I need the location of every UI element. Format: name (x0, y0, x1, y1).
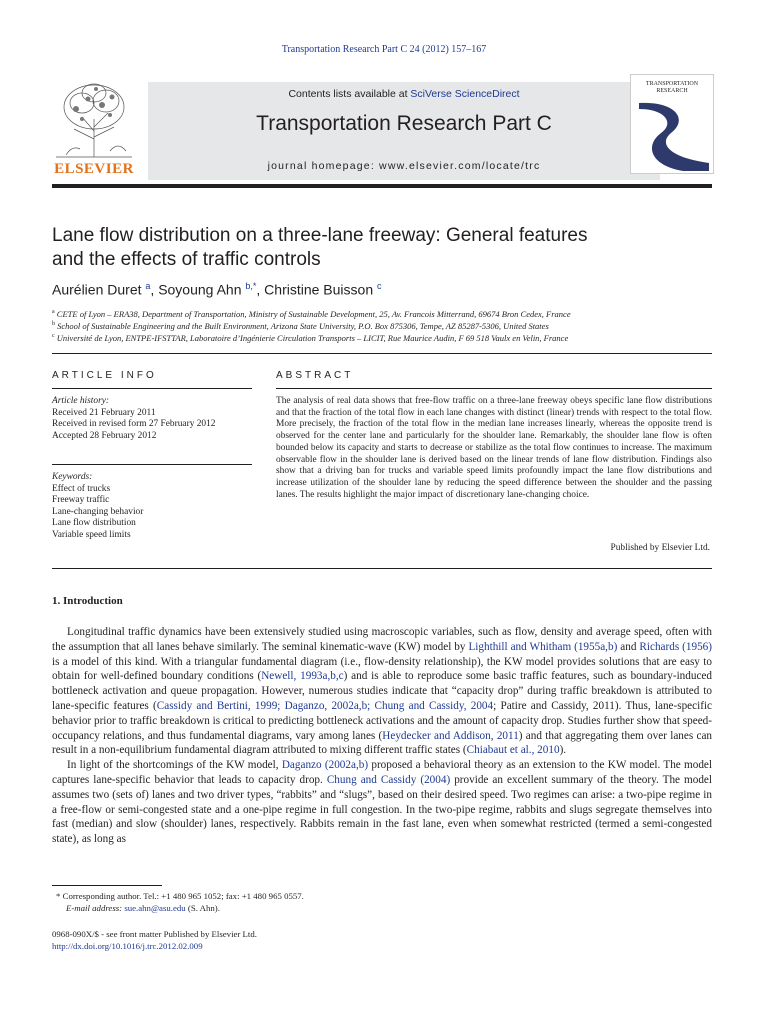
paragraph (52, 625, 712, 758)
citation-link[interactable]: Cassidy and Bertini, 1999; Daganzo, 2002a,b; Chung and Cassidy, 2004 (156, 699, 494, 712)
article-info-rule (52, 388, 252, 389)
doi-link[interactable]: http://dx.doi.org/10.1016/j.trc.2012.02.009 (52, 941, 203, 951)
paragraph-text: is a model of this kind. With a triangular fundamental diagram (i.e., flow-density relationship), the KW model provides solutions that are easy to obtain for well-defined boundary conditions ( (52, 655, 712, 683)
citation-link[interactable]: Richards (1956) (639, 640, 712, 653)
header-rule (52, 184, 712, 188)
abstract-rule (276, 388, 712, 389)
footnote (52, 890, 712, 914)
cover-title-line2: RESEARCH (656, 88, 688, 94)
citation-link[interactable]: Daganzo (2002a,b) (281, 759, 369, 772)
author-name: Soyoung Ahn (158, 281, 242, 298)
article-title (52, 224, 712, 272)
author-affil-mark[interactable]: a (145, 281, 151, 291)
corresponding-author-note: * Corresponding author. Tel.: +1 480 965 1052; fax: +1 480 965 0557. (56, 891, 304, 901)
journal-header (52, 74, 712, 184)
author-affil-mark[interactable]: c (377, 281, 382, 291)
paragraph-text: provide an excellent summary of the theory. The model assumes two (sets of) lanes and two driver types, “rabbits” and “slugs”, based on their desired speed. Two regimes can arise: a two-pipe regime in a free-flow or semi-congested state and a one-pipe regime in full congestion. In the two-pipe regime, rabbits and slugs segregate themselves into fast (median) and slow (shoulder) lanes, respectively. Rabbits remain in the fast lane, even when somewhat restricted (termed a semi-congested state), as long as (52, 773, 712, 846)
email-suffix: (S. Ahn). (185, 903, 220, 913)
citation-link[interactable]: Heydecker and Addison, 2011 (382, 729, 519, 742)
elsevier-wordmark: ELSEVIER (54, 161, 134, 177)
affil-mark: c (52, 333, 55, 340)
affiliation (52, 333, 712, 343)
affiliation (52, 321, 712, 331)
cover-title-line1: TRANSPORTATION (645, 81, 699, 87)
elsevier-logo (52, 79, 136, 177)
keywords-rule (52, 464, 252, 465)
published-by: Published by Elsevier Ltd. (610, 543, 710, 553)
introduction-body (52, 625, 712, 847)
article-title-line1: Lane flow distribution on a three-lane freeway: General features (52, 225, 588, 246)
sciencedirect-link[interactable]: SciVerse ScienceDirect (410, 88, 520, 100)
keywords (52, 472, 252, 542)
history-item: Received in revised form 27 February 2012 (52, 419, 216, 430)
journal-banner (148, 82, 660, 180)
cover-road-icon (631, 75, 713, 173)
keyword: Freeway traffic (52, 495, 110, 506)
affil-text: School of Sustainable Engineering and the Built Environment, Arizona State University, P.O. Box 875306, Tempe, AZ 85287-5306, United States (57, 321, 549, 331)
author-separator: , (150, 281, 159, 298)
history-item: Accepted 28 February 2012 (52, 430, 157, 441)
affil-text: CETE of Lyon – ERA38, Department of Transportation, Ministry of Sustainable Development, 25, Av. Francois Mitterrand, 69674 Bron Cedex, France (56, 309, 571, 319)
footnote-rule (52, 885, 162, 886)
abstract-heading: ABSTRACT (276, 370, 354, 381)
affiliation (52, 309, 712, 319)
journal-citation[interactable]: Transportation Research Part C 24 (2012) 157–167 (281, 44, 487, 55)
citation-link[interactable]: Newell, 1993a,b,c (261, 670, 344, 683)
email-label: E-mail address: (66, 903, 125, 913)
elsevier-tree-icon (52, 79, 136, 159)
keywords-label: Keywords: (52, 472, 93, 482)
paragraph (52, 758, 712, 847)
author-affil-mark[interactable]: b,* (245, 281, 257, 291)
author-separator: , (256, 281, 265, 298)
email-link[interactable]: sue.ahn@asu.edu (124, 903, 186, 913)
keyword: Effect of trucks (52, 483, 111, 494)
article-history (52, 396, 252, 442)
contents-prefix: Contents lists available at (288, 88, 411, 100)
author-name: Christine Buisson (264, 281, 374, 298)
keyword: Lane-changing behavior (52, 506, 144, 517)
paragraph-text: In light of the shortcomings of the KW model, (67, 759, 282, 772)
section-heading: 1. Introduction (52, 595, 123, 607)
journal-homepage[interactable]: journal homepage: www.elsevier.com/locate/trc (267, 160, 541, 172)
affil-text: Université de Lyon, ENTPE-IFSTTAR, Laboratoire d’Ingénierie Circulation Transports – LICIT, Rue Maurice Audin, F 69 518 Vaulx en Velin, France (56, 333, 569, 343)
contents-line (148, 88, 660, 100)
affil-mark: a (52, 309, 55, 316)
paragraph-text: ) and that aggregating them over lanes can result in a non-equilibrium fundamental diagram attributed to mixing different traffic states ( (52, 729, 713, 757)
article-info-heading: ARTICLE INFO (52, 370, 157, 381)
history-item: Received 21 February 2011 (52, 407, 156, 418)
author-list (52, 281, 712, 298)
paragraph-text: ). (559, 744, 567, 757)
issn-line: 0968-090X/$ - see front matter Published by Elsevier Ltd. (52, 929, 257, 939)
abstract-bottom-rule (52, 568, 712, 569)
affiliation-rule (52, 353, 712, 354)
paragraph-text: and (617, 640, 640, 653)
paragraph-text: Longitudinal traffic dynamics have been extensively studied using macroscopic variables, such as flow, density and average speed, often with the assumption that all lanes behave similarly. The seminal kinematic-wave (KW) model by (52, 626, 712, 653)
author-name: Aurélien Duret (52, 281, 142, 298)
front-matter (52, 928, 712, 952)
keyword: Lane flow distribution (52, 518, 136, 529)
affil-mark: b (52, 321, 55, 328)
journal-cover (630, 74, 714, 174)
email-line (52, 902, 712, 914)
journal-title: Transportation Research Part C (256, 112, 552, 135)
keyword: Variable speed limits (52, 529, 131, 540)
citation-link[interactable]: Chiabaut et al., 2010 (466, 744, 560, 757)
paragraph-text: ) and is able to reproduce some basic traffic features, such as boundary-induced bottleneck activation and queue propagation. However, numerous studies indicate that “capacity drop” during traffic breakdown is attributed to lane-specific features ( (52, 670, 712, 712)
paragraph-text: proposed a behavioral theory as an extension to the KW model. The model captures lane-specific behavior that leads to capacity drop. (52, 759, 713, 786)
paragraph-text: ; Patire and Cassidy, 2011). Thus, lane-specific behavior prior to traffic breakdown is critical to predicting bottleneck activations and the amount of capacity drop. Studies further show that speed-occupancy relations, and thus fundamental diagrams, vary among lanes ( (52, 699, 713, 742)
citation-link[interactable]: Lighthill and Whitham (1955a,b) (468, 640, 618, 653)
history-label: Article history: (52, 396, 110, 406)
abstract-text: The analysis of real data shows that free-flow traffic on a three-lane freeway obeys specific lane flow distributions and that the fraction of the total flow in each lane changes with distinct (linear) trends with respect to the total flow. More precisely, the fraction of the total flow in the median lane increases linearly, whereas the opposite trend is observed for the center lane and particularly for the shoulder lane. Remarkably, the shoulder lane flow is often bounded below its capacity and starts to decrease or stabilize as the total flow continues to increase. The maximum observable flow in the shoulder lane is derived based on the linear trends of lane flow distribution. Findings also show that a driving ban for trucks and variable speed limits profoundly impact the lane flow distributions and increase utilization of the shoulder lane by reducing the speed difference between the shoulder and the passing lanes. The results highlight the major impact of discretionary lane-changing choice. (276, 396, 712, 500)
article-title-line2: and the effects of traffic controls (52, 249, 321, 270)
citation-link[interactable]: Chung and Cassidy (2004) (326, 773, 451, 786)
